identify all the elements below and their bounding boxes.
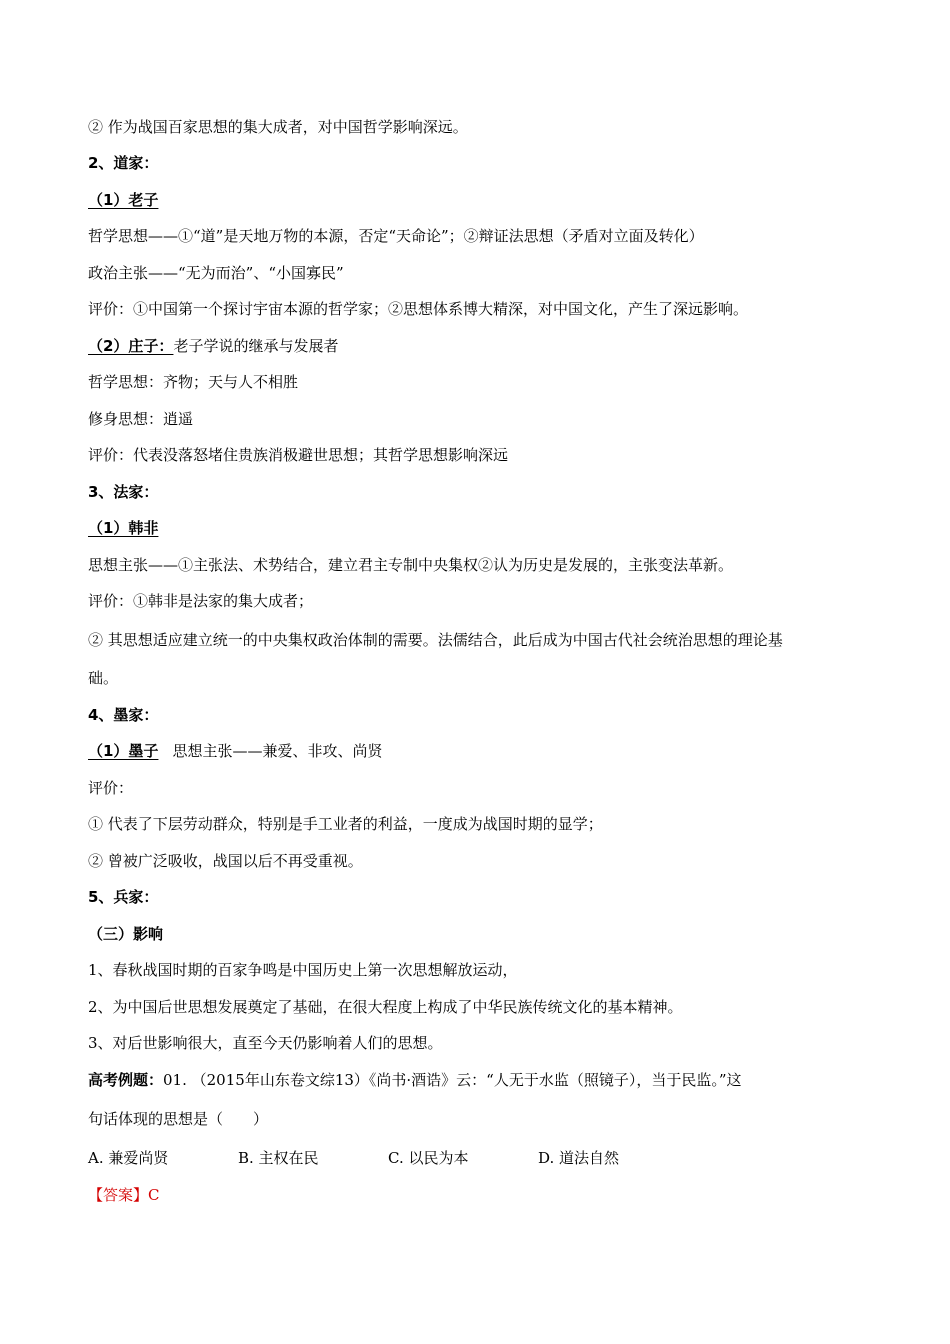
text-span: 思想主张——兼爱、非攻、尚贤	[172, 742, 383, 760]
option-b: B. 主权在民	[238, 1149, 319, 1167]
text-line: ① 代表了下层劳动群众，特别是手工业者的利益，一度成为战国时期的显学；	[88, 815, 603, 833]
text-line	[88, 741, 382, 761]
text-line: 修身思想：逍遥	[88, 410, 194, 428]
text-line: 2、为中国后世思想发展奠定了基础，在很大程度上构成了中华民族传统文化的基本精神。	[88, 998, 683, 1016]
exam-label: 高考例题：	[88, 1071, 164, 1089]
option-a: A. 兼爱尚贤	[88, 1149, 169, 1167]
text-span: 老子学说的继承与发展者	[173, 337, 339, 355]
exam-question	[88, 1070, 742, 1090]
text-line	[88, 336, 338, 356]
section-heading-daojia: 2、道家：	[88, 154, 159, 172]
text-line: 哲学思想：齐物；天与人不相胜	[88, 373, 299, 391]
text-line: 础。	[88, 669, 119, 687]
section-heading-mojia: 4、墨家：	[88, 706, 159, 724]
text-line: 哲学思想——①“道”是天地万物的本源，否定“天命论”；②辩证法思想（矛盾对立面及转化）	[88, 227, 704, 245]
section-heading-influence: （三）影响	[88, 925, 164, 943]
section-heading-fajia: 3、法家：	[88, 483, 159, 501]
text-line: ② 其思想适应建立统一的中央集权政治体制的需要。法儒结合，此后成为中国古代社会统治思想的理论基	[88, 631, 783, 649]
text-line: 评价：	[88, 779, 134, 797]
text-line: 评价：①韩非是法家的集大成者；	[88, 592, 314, 610]
option-d: D. 道法自然	[538, 1149, 620, 1167]
text-line: ② 作为战国百家思想的集大成者，对中国哲学影响深远。	[88, 118, 468, 136]
question-text: 01. （2015年山东卷文综13）《尚书·酒诰》云：“人无于水监（照镜子），当于民监。”这	[163, 1071, 742, 1089]
subheading-mozi: （1）墨子	[88, 742, 159, 760]
text-line: 评价：代表没落怒堵住贵族消极避世思想；其哲学思想影响深远	[88, 446, 509, 464]
text-line: 句话体现的思想是（ ）	[88, 1110, 269, 1128]
text-line: 思想主张——①主张法、术势结合，建立君主专制中央集权②认为历史是发展的，主张变法革新。	[88, 556, 734, 574]
text-line: ② 曾被广泛吸收，战国以后不再受重视。	[88, 852, 363, 870]
text-line: 1、春秋战国时期的百家争鸣是中国历史上第一次思想解放运动，	[88, 961, 518, 979]
text-line: 评价：①中国第一个探讨宇宙本源的哲学家；②思想体系博大精深，对中国文化，产生了深远影响。	[88, 300, 749, 318]
text-line: 3、对后世影响很大，直至今天仍影响着人们的思想。	[88, 1034, 443, 1052]
option-c: C. 以民为本	[388, 1149, 469, 1167]
subheading-laozi: （1）老子	[88, 191, 159, 209]
text-line: 政治主张——“无为而治”、“小国寡民”	[88, 264, 344, 282]
answer-line: 【答案】C	[88, 1186, 160, 1204]
section-heading-bingjia: 5、兵家：	[88, 888, 159, 906]
subheading-hanfei: （1）韩非	[88, 519, 159, 537]
subheading-zhuangzi: （2）庄子：	[88, 337, 174, 355]
answer-options	[88, 1148, 688, 1168]
